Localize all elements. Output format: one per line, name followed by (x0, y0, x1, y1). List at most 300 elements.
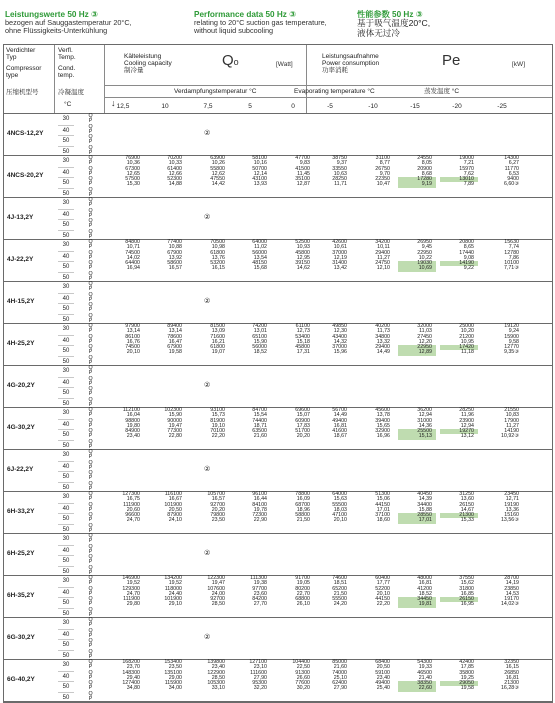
table-cell: 22,70 (296, 590, 310, 597)
table-cell: 58600 (167, 260, 182, 266)
table-cell: 29,00 (168, 674, 182, 681)
cond-temp-column (58, 156, 74, 198)
evap-tick: -20 (452, 103, 462, 110)
table-cell: 22,80 (168, 433, 182, 440)
table-cell: 18,03 (333, 506, 347, 513)
table-cell: 21550 (504, 407, 519, 413)
cond-temp-value: 30 (62, 326, 70, 332)
param-label: Q (88, 669, 93, 676)
table-cell: 70100 (210, 428, 225, 434)
table-cell: 74000 (332, 669, 347, 676)
table-cell: 16,94 (126, 265, 140, 272)
model-block (4, 492, 552, 534)
model-name: 6G-30,2Y (7, 634, 35, 641)
table-cell: 34,80 (126, 685, 140, 692)
table-cell: 92700 (210, 501, 225, 508)
table-cell: 16,96 (376, 433, 390, 440)
table-cell: 65100 (252, 333, 267, 340)
table-cell: 17,85 (460, 664, 474, 671)
table-cell: 49850 (332, 323, 347, 329)
table-cell: 55500 (332, 501, 347, 508)
table-cell: 20,20 (296, 433, 310, 440)
table-cell: 24,00 (211, 590, 225, 597)
table-cell: 10,33 (168, 160, 182, 167)
table-cell: 10,92③ (500, 433, 519, 440)
table-cell: 22350 (375, 176, 390, 182)
model-name: 6H-25,2Y (7, 550, 35, 557)
table-cell: 47700 (295, 155, 310, 161)
table-cell: 15970 (459, 165, 474, 172)
table-cell: 22950 (417, 344, 432, 350)
table-cell: 81500 (210, 323, 225, 329)
table-cell: 11,02 (254, 244, 267, 251)
table-cell: 18,52 (253, 349, 267, 356)
table-cell: 14,53 (505, 590, 519, 597)
param-label: P (88, 139, 93, 146)
table-cell: 11,45 (297, 170, 310, 177)
cond-temp-value: 50 (58, 272, 74, 283)
model-name: 6H-33,2Y (7, 508, 35, 515)
param-label: Q (88, 585, 93, 592)
table-cell: 71600 (210, 333, 225, 340)
table-cell: 95300 (252, 680, 267, 686)
table-cell: 63900 (210, 155, 225, 161)
table-cell: 21,40 (418, 674, 432, 681)
param-label: Q (88, 239, 93, 245)
param-label: P (88, 422, 93, 429)
cond-temp-column (58, 660, 74, 702)
table-cell: 19,07 (211, 349, 225, 356)
model-name: 4G-20,2Y (7, 382, 35, 389)
table-row (108, 686, 554, 691)
param-label: Q (88, 459, 93, 466)
evap-tick: -25 (497, 103, 507, 110)
table-cell: 31250 (459, 491, 474, 497)
table-cell: 32350 (504, 659, 519, 665)
table-cell: 10,61 (333, 244, 347, 251)
param-label: Q (88, 606, 93, 613)
param-label: P (88, 307, 93, 314)
footnote-marker: ② (204, 214, 211, 221)
cond-temp-value: 50 (58, 135, 74, 146)
cond-temp-value: 50 (58, 188, 74, 199)
table-cell: 37000 (332, 249, 347, 256)
param-label: Q (88, 333, 93, 340)
table-cell: 34,00 (168, 685, 182, 692)
param-label: Q (88, 638, 93, 644)
model-block (4, 282, 552, 324)
table-cell: 15,73 (211, 412, 225, 419)
table-cell: 10,93 (296, 244, 310, 251)
cond-temp-value: 30 (62, 536, 70, 542)
cond-temp-value: 50 (58, 345, 74, 356)
cond-temp-value: 30 (62, 158, 70, 164)
param-label: P (88, 391, 93, 398)
param-label: Q (88, 491, 93, 497)
param-label: Q (88, 218, 93, 224)
table-cell: 23,10 (253, 664, 267, 671)
param-label: Q (88, 648, 93, 655)
param-label: P (88, 328, 93, 335)
param-label: P (88, 475, 93, 482)
param-label: P (88, 517, 93, 524)
param-label: Q (88, 596, 93, 602)
table-cell: 10,26 (211, 160, 225, 167)
param-label: P (88, 191, 93, 198)
param-label: P (88, 622, 93, 629)
table-cell: 15,33 (460, 517, 474, 524)
table-cell: 42600 (332, 239, 347, 245)
table-cell: 16,15 (505, 664, 519, 671)
table-cell: 22,50 (296, 664, 310, 671)
table-row (108, 518, 554, 523)
table-cell: 104400 (292, 659, 310, 665)
param-label: P (88, 370, 93, 377)
page-header (3, 10, 553, 42)
param-label: Q (88, 554, 93, 560)
table-cell: 97700 (252, 585, 267, 592)
table-cell: 12,94 (460, 422, 474, 429)
cond-temp-value: 40 (58, 167, 74, 178)
table-cell: 54300 (417, 659, 432, 665)
table-cell: 77300 (167, 428, 182, 434)
table-cell: 26,60 (296, 674, 310, 681)
table-cell: 9,37 (336, 160, 347, 167)
table-cell: 50700 (252, 165, 267, 172)
cond-temp-value: 40 (58, 461, 74, 472)
cond-temp-value: 50 (58, 566, 74, 577)
cond-temp-value: 50 (58, 429, 74, 440)
table-row (108, 434, 554, 439)
model-block (4, 114, 552, 156)
param-label: P (88, 443, 93, 450)
table-cell: 116100 (164, 491, 182, 497)
table-cell: 84700 (252, 407, 267, 413)
param-label: Q (88, 228, 93, 235)
table-cell: 9,70 (379, 170, 390, 177)
table-cell: 24750 (375, 260, 390, 266)
param-label: P (88, 643, 93, 650)
table-cell: 70200 (167, 155, 182, 161)
table-cell: 12,71 (505, 496, 519, 503)
param-label: Q (88, 543, 93, 550)
table-row (108, 266, 554, 271)
table-cell: 22,20 (376, 601, 390, 608)
cond-temp-value: 50 (58, 650, 74, 661)
table-cell: 26950 (417, 239, 432, 245)
table-cell: 12,14 (253, 170, 267, 177)
table-cell: 13,60 (460, 496, 474, 503)
table-cell: 23,50 (168, 664, 182, 671)
table-cell: 16,09 (296, 496, 310, 503)
header-english (194, 10, 374, 36)
table-cell: 53200 (210, 260, 225, 266)
param-label: Q (88, 522, 93, 529)
table-cell: 10100 (504, 260, 519, 266)
table-cell: 13,56③ (500, 517, 519, 524)
table-cell: 26750 (375, 165, 390, 172)
header-en-line2: without liquid subcooling (194, 26, 274, 36)
table-cell: 28,50 (211, 674, 225, 681)
table-cell: 74500 (125, 249, 140, 256)
table-cell: 65200 (332, 585, 347, 592)
cond-temp-value: 50 (58, 681, 74, 692)
table-cell: 80200 (295, 585, 310, 592)
table-cell: 12,10 (376, 265, 390, 272)
param-label: P (88, 202, 93, 209)
table-cell: 8,05 (421, 160, 432, 167)
param-label: Q (88, 575, 93, 581)
table-cell: 29,80 (126, 601, 140, 608)
table-cell: 45800 (295, 344, 310, 350)
table-cell: 20,10 (333, 517, 347, 524)
cond-temp-value: 50 (58, 471, 74, 482)
table-cell: 93100 (210, 407, 225, 413)
table-cell: 24,10 (168, 517, 182, 524)
param-label: Q (88, 690, 93, 697)
table-cell: 19,80 (126, 422, 140, 429)
cond-temp-value: 50 (58, 513, 74, 524)
data-grid (108, 156, 554, 188)
table-cell: 19030 (417, 260, 432, 266)
table-cell: 23,70 (126, 664, 140, 671)
param-label: P (88, 212, 93, 219)
table-cell: 18,67 (333, 433, 347, 440)
cond-temp-value: 50 (58, 692, 74, 703)
table-cell: 91300 (295, 669, 310, 676)
param-label: P (88, 538, 93, 545)
table-cell: 148300 (122, 669, 140, 676)
table-cell: 39400 (375, 417, 390, 424)
table-cell: 30,20 (296, 685, 310, 692)
model-name: 6G-40,2Y (7, 676, 35, 683)
table-cell: 40200 (375, 323, 390, 329)
table-cell: 15630 (504, 239, 519, 245)
cond-temp-value: 30 (62, 662, 70, 668)
param-label: Q (88, 449, 93, 455)
param-label: Q (88, 270, 93, 277)
table-cell: 26,10 (296, 601, 310, 608)
table-cell: 16,57 (168, 265, 182, 272)
table-cell: 44150 (375, 501, 390, 508)
header-en-line1: relating to 20°C suction gas temperature, (194, 18, 327, 28)
table-cell: 52200 (375, 585, 390, 592)
table-cell: 48150 (252, 260, 267, 266)
table-cell: 14,62 (296, 265, 310, 272)
param-label: Q (88, 197, 93, 203)
table-cell: 15,68 (253, 265, 267, 272)
data-grid (108, 240, 554, 272)
table-cell: 9,22 (463, 265, 474, 272)
table-cell: 19270 (459, 428, 474, 434)
table-cell: 45800 (295, 249, 310, 256)
table-cell: 28250 (459, 407, 474, 413)
table-cell: 134200 (164, 575, 182, 581)
param-label: P (88, 548, 93, 555)
table-cell: 56000 (252, 344, 267, 350)
param-column (74, 492, 107, 534)
table-cell: 12,66 (168, 170, 182, 177)
table-cell: 57500 (125, 176, 140, 182)
table-cell: 16,67 (168, 496, 182, 503)
table-cell: 13,93 (253, 181, 267, 188)
table-cell: 6,27 (508, 160, 519, 167)
table-cell: 21300 (504, 680, 519, 686)
cond-temp-value: 50 (58, 219, 74, 230)
table-cell: 12,19 (333, 254, 347, 261)
table-cell: 10,95 (460, 338, 474, 345)
param-label: Q (88, 375, 93, 382)
evap-tick: -5 (327, 103, 333, 110)
table-cell: 29,40 (126, 674, 140, 681)
evap-tick: 0 (291, 103, 295, 110)
data-grid (108, 408, 554, 440)
table-cell: 14,49 (333, 412, 347, 419)
table-cell: 20,10 (126, 349, 140, 356)
table-cell: 9,24 (508, 328, 519, 335)
col-compressor-de: Verdichter Typ (6, 47, 36, 62)
table-cell: 16,44 (253, 496, 267, 503)
param-label: P (88, 695, 93, 702)
table-cell: 10,36 (126, 160, 140, 167)
table-cell: 37100 (375, 512, 390, 518)
param-label: Q (88, 407, 93, 413)
cond-temp-column (58, 282, 74, 324)
table-cell: 24,20 (333, 601, 347, 608)
cond-temp-value: 40 (58, 503, 74, 514)
cooling-capacity-label: Kälteleistung Cooling capacity 制冷量 (124, 53, 172, 75)
table-cell: 7,86 (508, 254, 519, 261)
cond-temp-column (58, 534, 74, 576)
table-cell: 16,75 (126, 496, 140, 503)
table-cell: 101900 (164, 501, 182, 508)
table-cell: 15,07 (296, 412, 310, 419)
table-cell: 32000 (417, 323, 432, 329)
table-cell: 10,98 (211, 244, 225, 251)
table-cell: 139800 (207, 659, 225, 665)
table-cell: 74200 (252, 323, 267, 329)
table-cell: 9,58 (508, 338, 519, 345)
table-cell: 33,10 (211, 685, 225, 692)
table-cell: 107600 (207, 585, 225, 592)
table-cell: 17,31 (296, 349, 310, 356)
performance-table (3, 44, 553, 703)
table-cell: 20,10 (376, 590, 390, 597)
table-cell: 14,49 (376, 349, 390, 356)
table-cell: 14,39 (418, 496, 432, 503)
table-cell: 31100 (375, 155, 390, 161)
table-cell: 6,60③ (503, 181, 519, 188)
table-cell: 28700 (504, 575, 519, 581)
table-cell: 102300 (164, 407, 182, 413)
footnote-marker: ② (204, 634, 211, 641)
param-column (74, 324, 107, 366)
table-cell: 13010 (459, 176, 474, 182)
param-label: Q (88, 564, 93, 571)
cond-temp-value: 50 (58, 440, 74, 451)
table-cell: 9,19 (421, 181, 432, 188)
watt-unit: [Watt] (276, 61, 293, 68)
table-cell: 33550 (332, 165, 347, 172)
col-temp-unit: °C (64, 101, 72, 108)
table-cell: 9400 (507, 176, 519, 182)
param-label: Q (88, 438, 93, 445)
param-column (74, 450, 107, 492)
param-label: P (88, 433, 93, 440)
table-cell: 14,02 (126, 254, 140, 261)
param-label: P (88, 590, 93, 597)
table-cell: 17900 (504, 417, 519, 424)
table-cell: 12,73 (296, 328, 310, 335)
table-cell: 18,60 (376, 517, 390, 524)
table-cell: 135100 (164, 669, 182, 676)
table-cell: 46500 (417, 669, 432, 676)
footnote-marker: ② (204, 550, 211, 557)
table-cell: 11,73 (377, 328, 390, 335)
table-cell: 74400 (252, 417, 267, 424)
table-cell: 20,20 (211, 506, 225, 513)
model-name: 4H-15,2Y (7, 298, 35, 305)
table-cell: 96600 (125, 512, 140, 518)
table-cell: 17,01 (418, 517, 432, 524)
table-cell: 68400 (375, 659, 390, 665)
cond-temp-value: 30 (62, 578, 70, 584)
table-cell: 20,50 (376, 664, 390, 671)
table-cell: 64400 (125, 260, 140, 266)
table-cell: 62400 (332, 680, 347, 686)
param-column (74, 576, 107, 618)
param-label: P (88, 275, 93, 282)
table-cell: 15,65 (376, 422, 390, 429)
table-cell: 19,58 (168, 349, 182, 356)
cond-temp-value: 40 (58, 293, 74, 304)
table-cell: 11,71 (334, 181, 347, 188)
param-column (74, 618, 107, 660)
cond-temp-value: 50 (58, 387, 74, 398)
model-block (4, 534, 552, 576)
table-cell: 12,62 (211, 170, 225, 177)
cond-temp-value: 50 (58, 303, 74, 314)
table-cell: 89400 (167, 323, 182, 329)
param-label: P (88, 265, 93, 272)
table-cell: 19,25 (460, 674, 474, 681)
cond-temp-value: 50 (58, 146, 74, 157)
table-cell: 16,85 (460, 590, 474, 597)
table-cell: 111300 (250, 575, 267, 581)
table-cell: 27,90 (253, 674, 267, 681)
evap-temp-en: Evaporating temperature °C (294, 88, 375, 95)
table-cell: 21300 (459, 512, 474, 518)
col-temp-cn: 冷凝温度 (58, 89, 84, 96)
table-cell: 26150 (459, 501, 474, 508)
table-cell: 9,08 (463, 254, 474, 261)
table-cell: 17,83 (296, 422, 310, 429)
cond-temp-value: 40 (58, 335, 74, 346)
table-cell: 11,18 (461, 349, 474, 356)
table-cell: 56000 (252, 249, 267, 256)
table-cell: 15,63 (333, 496, 347, 503)
table-cell: 55800 (210, 165, 225, 172)
model-block (4, 408, 552, 450)
table-cell: 6,53 (508, 170, 519, 177)
param-label: P (88, 128, 93, 135)
param-column (74, 282, 107, 324)
table-cell: 14190 (459, 260, 474, 266)
table-cell: 129300 (122, 585, 140, 592)
footnote-marker: ② (204, 466, 211, 473)
table-cell: 20800 (459, 239, 474, 245)
table-cell: 14190 (504, 428, 519, 434)
